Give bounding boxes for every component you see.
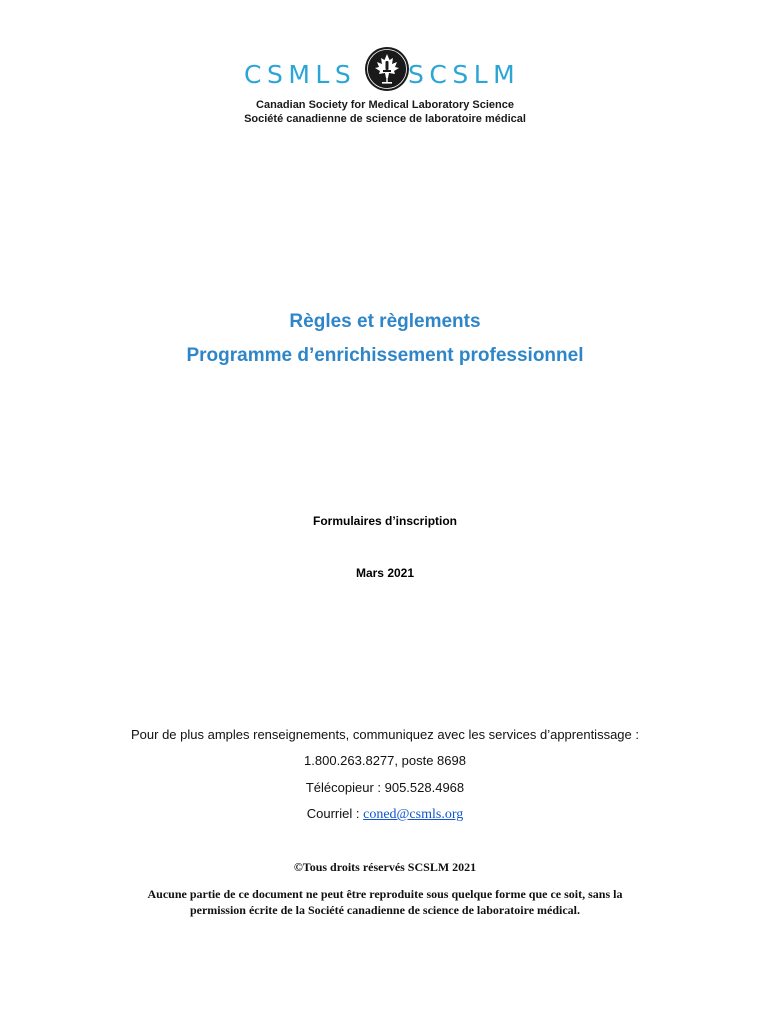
document-date: Mars 2021 (355, 566, 415, 580)
email-link[interactable]: coned@csmls.org (363, 807, 464, 822)
contact-email-line (0, 806, 770, 823)
reproduction-notice-line2: permission écrite de la Société canadienne de science de laboratoire médical. (189, 903, 581, 917)
contact-phone: 1.800.263.8277, poste 8698 (304, 753, 466, 768)
reproduction-notice-line1: Aucune partie de ce document ne peut être reproduite sous quelque forme que ce soit, sans la (147, 887, 623, 901)
contact-fax: Télécopieur : 905.528.4968 (305, 780, 465, 795)
contact-intro: Pour de plus amples renseignements, communiquez avec les services d’apprentissage : (131, 727, 639, 742)
maple-leaf-microscope-icon (364, 46, 410, 92)
logo-word-csmls: CSMLS (244, 60, 357, 89)
organization-name-fr: Société canadienne de science de laboratoire médical (244, 113, 526, 125)
logo-word-scslm: SCSLM (408, 60, 521, 89)
copyright-notice: ©Tous droits réservés SCSLM 2021 (293, 860, 477, 874)
contact-email-label: Courriel : (306, 806, 364, 821)
forms-label: Formulaires d’inscription (312, 514, 458, 528)
logo-wordmark (244, 46, 534, 96)
document-subtitle: Programme d’enrichissement professionnel (186, 345, 584, 366)
organization-name-en: Canadian Society for Medical Laboratory Science (256, 99, 514, 111)
document-title: Règles et règlements (289, 311, 481, 332)
organization-logo (0, 40, 770, 130)
